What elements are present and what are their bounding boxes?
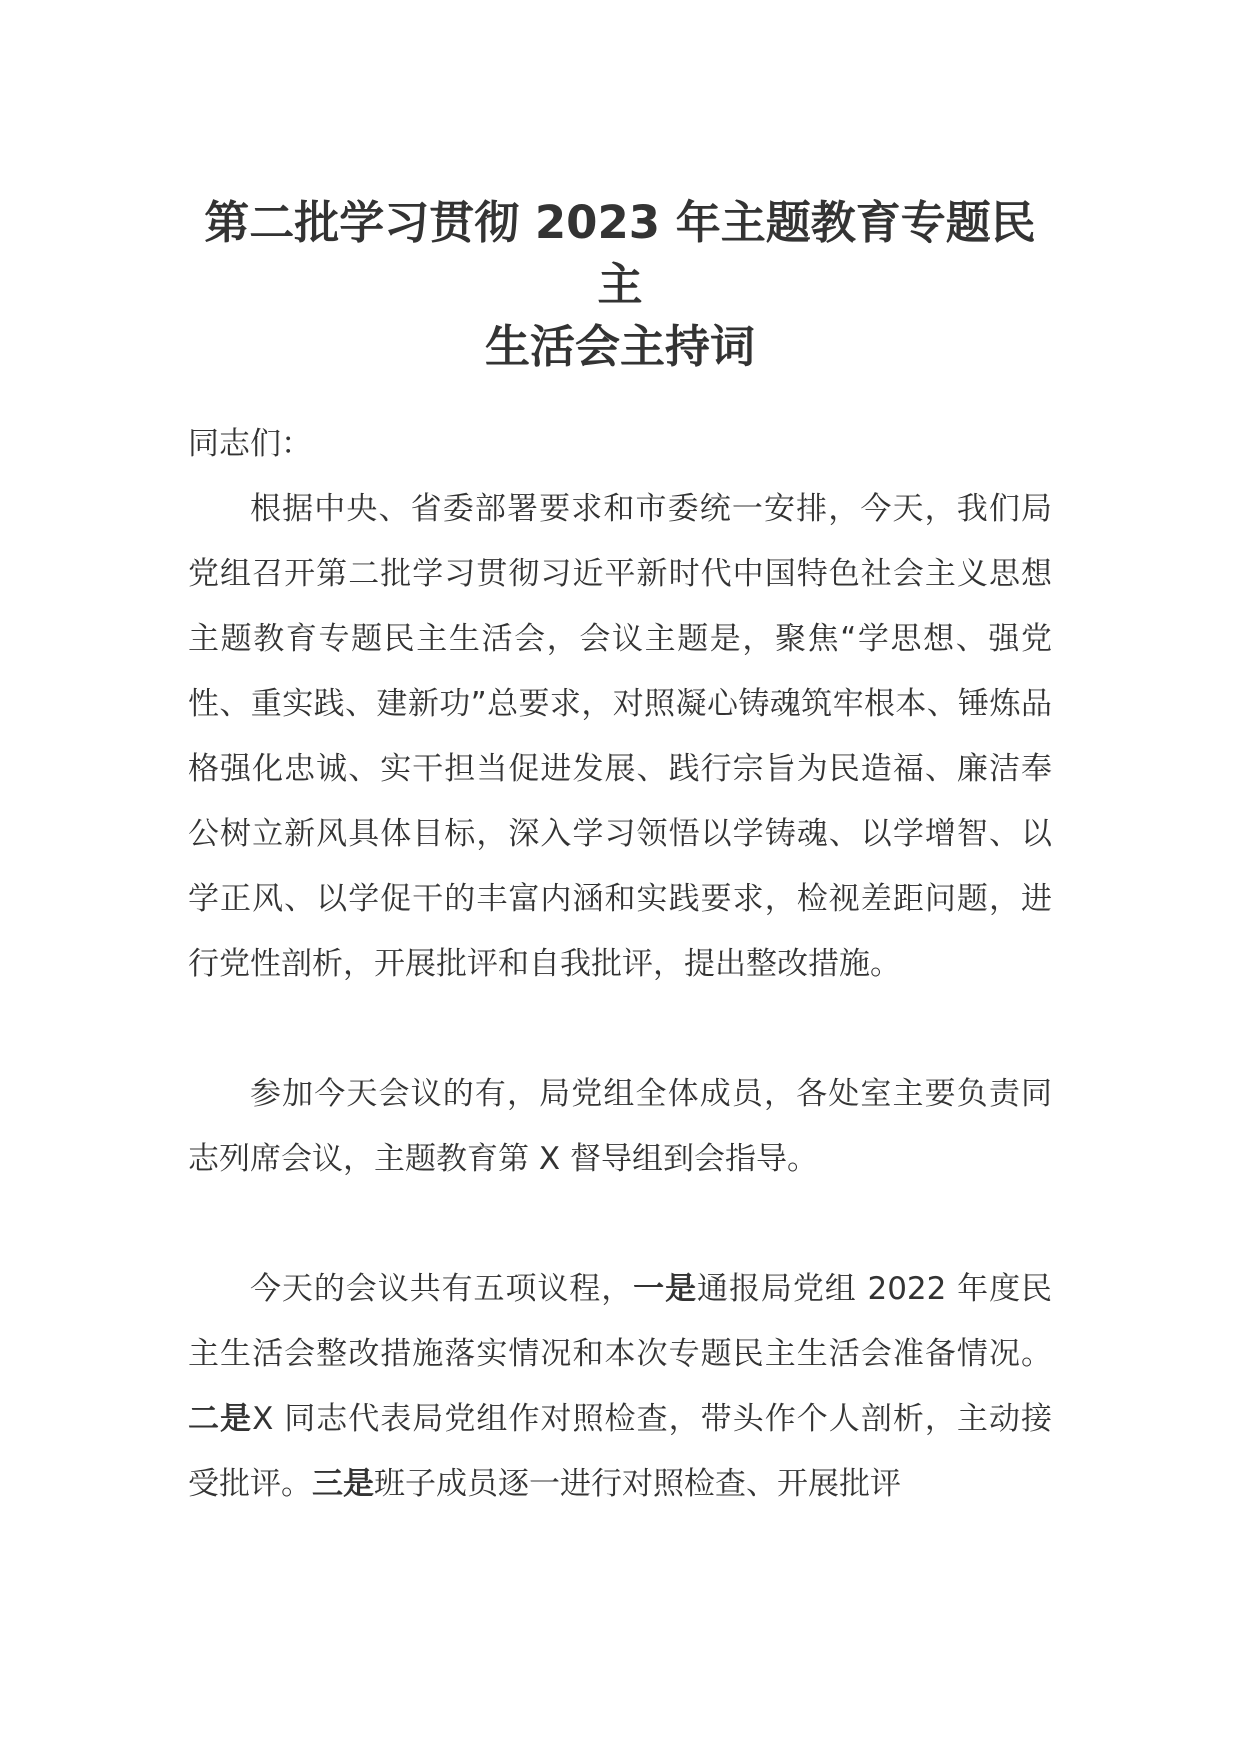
document-title xyxy=(188,192,1052,378)
title-line-1: 第二批学习贯彻 2023 年主题教育专题民主 xyxy=(204,196,1036,311)
paragraph-opening: 根据中央、省委部署要求和市委统一安排，今天，我们局党组召开第二批学习贯彻习近平新时代中国特色社会主义思想主题教育专题民主生活会，会议主题是，聚焦“学思想、强党性、重实践、建新功”总要求，对照凝心铸魂筑牢根本、锤炼品格强化忠诚、实干担当促进发展、践行宗旨为民造福、廉洁奉公树立新风具体目标，深入学习领悟以学铸魂、以学增智、以学正风、以学促干的丰富内涵和实践要求，检视差距问题，进行党性剖析，开展批评和自我批评，提出整改措施。 xyxy=(188,491,1052,982)
agenda-item-3-text: 班子成员逐一进行对照检查、开展批评 xyxy=(374,1466,901,1502)
agenda-intro: 今天的会议共有五项议程， xyxy=(250,1271,634,1307)
agenda-item-2-label: 二是 xyxy=(188,1401,253,1437)
salutation: 同志们： xyxy=(188,426,312,462)
document-body xyxy=(188,412,1052,1517)
title-line-2: 生活会主持词 xyxy=(484,320,755,373)
paragraph-attendees: 参加今天会议的有，局党组全体成员，各处室主要负责同志列席会议，主题教育第 X 督导组到会指导。 xyxy=(188,1076,1052,1177)
agenda-item-3-label: 三是 xyxy=(312,1466,374,1502)
agenda-item-1-label: 一是 xyxy=(633,1271,698,1307)
paragraph-spacer xyxy=(188,1192,1052,1257)
agenda-item-2-text: X 同志代表局党组作对照检查，带头作个人剖析，主动接受批评。 xyxy=(188,1401,1053,1502)
document-page xyxy=(188,192,1052,1517)
paragraph-spacer xyxy=(188,997,1052,1062)
agenda-item-1-text: 通报局党组 2022 年度民主生活会整改措施落实情况和本次专题民主生活会准备情况。 xyxy=(188,1271,1053,1372)
paragraph-agenda xyxy=(188,1257,1052,1517)
